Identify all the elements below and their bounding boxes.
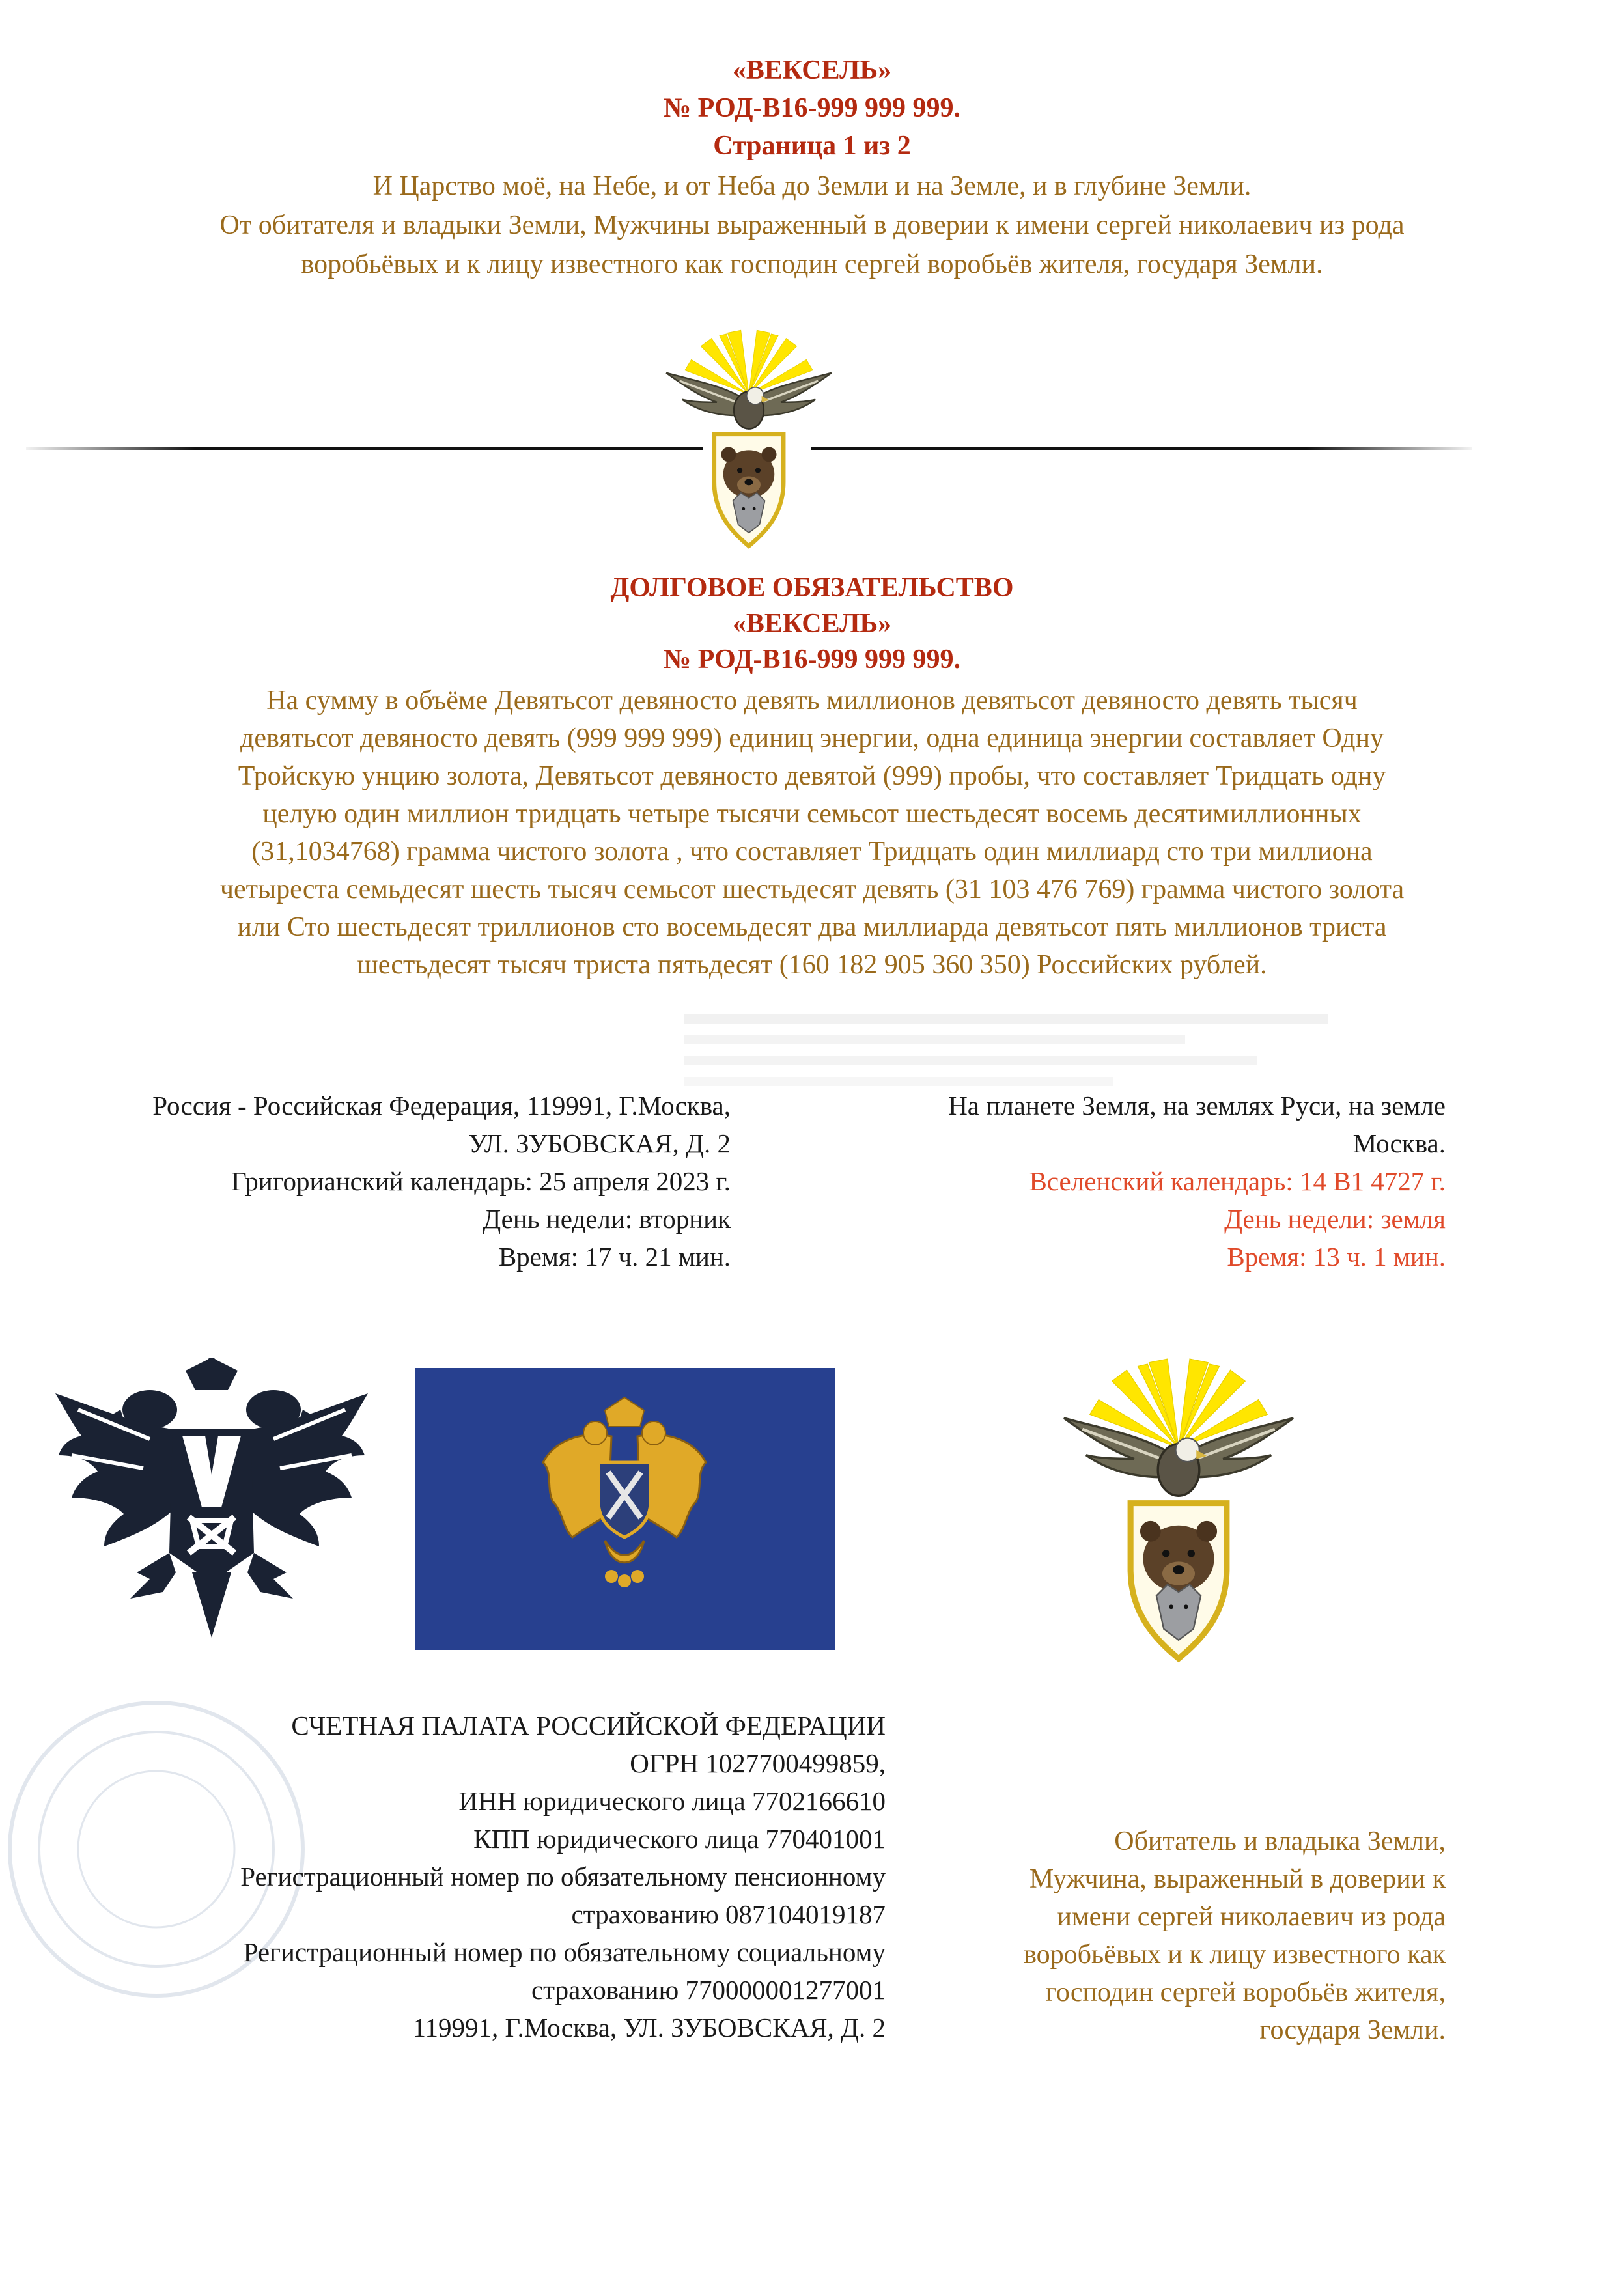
- issuer-pension-label: Регистрационный номер по обязательному пенсионному: [240, 1862, 886, 1892]
- holder-line: воробьёвых и к лицу известного как: [1024, 1940, 1446, 1970]
- obligation-text-line: шестьдесят тысяч триста пятьдесят (160 182 905 360 350) Российских рублей.: [357, 950, 1267, 980]
- document-number: № РОД-В16-999 999 999.: [663, 93, 961, 123]
- time: Время: 17 ч. 21 мин.: [498, 1242, 731, 1272]
- issuer-ogrn: ОГРН 1027700499859,: [630, 1748, 886, 1778]
- obligation-text-line: девятьсот девяносто девять (999 999 999) единиц энергии, одна единица энергии составляет Одну: [240, 723, 1384, 753]
- location-line: Россия - Российская Федерация, 119991, Г.Москва,: [152, 1091, 731, 1121]
- planet-city: Москва.: [1352, 1128, 1446, 1158]
- issuer-kpp: КПП юридического лица 770401001: [473, 1824, 886, 1854]
- obligation-text-line: или Сто шестьдесят триллионов сто восемьдесят два миллиарда девятьсот пять миллионов триста: [237, 912, 1387, 942]
- document-title: «ВЕКСЕЛЬ»: [732, 55, 892, 85]
- intro-line-2: От обитателя и владыки Земли, Мужчины выраженный в доверии к имени сергей николаевич из рода: [219, 210, 1405, 240]
- intro-line-1: И Царство моё, на Небе, и от Неба до Земли и на Земле, и в глубине Земли.: [372, 171, 1252, 201]
- double-headed-eagle-icon: [52, 1358, 371, 1651]
- obligation-text-line: (31,1034768) грамма чистого золота , что составляет Тридцать один миллиард сто три миллиона: [251, 837, 1373, 867]
- accounts-chamber-flag-icon: [415, 1368, 835, 1650]
- page-indicator: Страница 1 из 2: [713, 131, 911, 161]
- issuer-social-label: Регистрационный номер по обязательному социальному: [243, 1937, 886, 1967]
- weekday: День недели: вторник: [483, 1204, 731, 1234]
- universal-calendar-date: Вселенский календарь: 14 В1 4727 г.: [1029, 1166, 1446, 1196]
- gregorian-date: Григорианский календарь: 25 апреля 2023 г.: [231, 1166, 731, 1196]
- holder-line: господин сергей воробьёв жителя,: [1045, 1977, 1446, 2007]
- eagle-bear-emblem-icon: [645, 322, 853, 557]
- obligation-text-line: На сумму в объёме Девятьсот девяносто девять миллионов девятьсот девяносто девять тысяч: [266, 686, 1358, 716]
- obligation-subtitle: «ВЕКСЕЛЬ»: [732, 609, 892, 639]
- eagle-bear-emblem-icon: [1032, 1348, 1325, 1673]
- divider-left: [26, 447, 703, 450]
- obligation-title: ДОЛГОВОЕ ОБЯЗАТЕЛЬСТВО: [610, 573, 1014, 603]
- universal-weekday: День недели: земля: [1224, 1204, 1446, 1234]
- obligation-text-line: четыреста семьдесят шесть тысяч семьсот шестьдесят девять (31 103 476 769) грамма чистого золота: [219, 874, 1405, 904]
- holder-line: Обитатель и владыка Земли,: [1114, 1826, 1446, 1856]
- obligation-text-line: целую один миллион тридцать четыре тысячи семьсот шестьдесят восемь десятимиллионных: [262, 799, 1362, 829]
- issuer-name: СЧЕТНАЯ ПАЛАТА РОССИЙСКОЙ ФЕДЕРАЦИИ: [291, 1711, 886, 1740]
- issuer-pension-number: страхованию 087104019187: [571, 1899, 886, 1929]
- holder-line: имени сергей николаевич из рода: [1057, 1902, 1446, 1932]
- planet-location: На планете Земля, на землях Руси, на земле: [948, 1091, 1446, 1121]
- holder-line: государя Земли.: [1259, 2015, 1446, 2045]
- divider-right: [811, 447, 1472, 450]
- holder-line: Мужчина, выраженный в доверии к: [1029, 1864, 1446, 1894]
- issuer-social-number: страхованию 770000001277001: [531, 1975, 886, 2005]
- issuer-address: 119991, Г.Москва, УЛ. ЗУБОВСКАЯ, Д. 2: [412, 2013, 886, 2043]
- issuer-inn: ИНН юридического лица 7702166610: [458, 1786, 886, 1816]
- universal-time: Время: 13 ч. 1 мин.: [1227, 1242, 1446, 1272]
- obligation-text-line: Тройскую унцию золота, Девятьсот девяносто девятой (999) пробы, что составляет Тридцать одну: [238, 761, 1386, 791]
- obligation-number: № РОД-В16-999 999 999.: [663, 645, 961, 675]
- intro-line-3: воробьёвых и к лицу известного как господин сергей воробьёв жителя, государя Земли.: [301, 249, 1323, 279]
- location-address: УЛ. ЗУБОВСКАЯ, Д. 2: [468, 1128, 731, 1158]
